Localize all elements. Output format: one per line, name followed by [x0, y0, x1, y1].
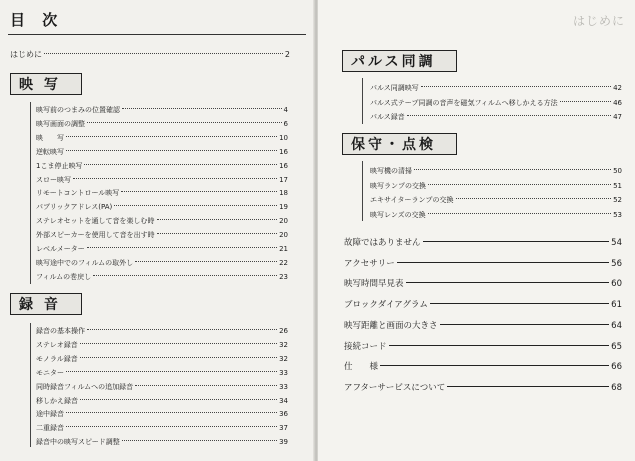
toc-entry[interactable] [370, 98, 622, 109]
toc-entry[interactable] [36, 188, 288, 199]
toc-entry-label: 映 写 [36, 133, 64, 142]
toc-entry-page: 39 [279, 438, 288, 447]
page-header-ghost: はじめに [572, 14, 625, 28]
toc-entry[interactable] [370, 112, 622, 123]
leader-dots [560, 101, 611, 102]
leader-dots [423, 241, 610, 242]
leader-dots [66, 412, 277, 413]
toc-entry-label: ステレオセットを通して音を楽しむ時 [36, 217, 155, 226]
toc-entry-label: 映写画面の調整 [36, 119, 85, 128]
toc-entry-label: アフターサービスについて [344, 382, 446, 393]
toc-entry-label: 故障ではありません [344, 238, 421, 248]
leader-dots [66, 136, 277, 137]
toc-entry-label: 映写レンズの交換 [370, 210, 426, 219]
toc-entry-page: 33 [279, 368, 288, 377]
toc-entry-label: パルス同調映写 [370, 84, 419, 92]
toc-entry-label: 逆転映写 [36, 147, 64, 156]
section-heading-eisha [10, 73, 82, 95]
toc-entry-page: 22 [279, 258, 288, 267]
toc-entry-label: 映写距離と画面の大きさ [344, 320, 438, 331]
toc-entry-label: モニター [36, 368, 64, 377]
leader-dots [121, 191, 277, 192]
toc-entry-page: 50 [613, 167, 622, 175]
toc-entry[interactable] [36, 340, 288, 351]
toc-entry[interactable] [344, 360, 622, 374]
section-heading-hoshu [342, 133, 457, 155]
leader-dots [87, 247, 277, 248]
toc-entry-page: 18 [279, 189, 288, 198]
title-rule [8, 34, 306, 35]
leader-dots [456, 198, 612, 199]
toc-entry[interactable] [344, 277, 622, 291]
toc-entry-label: 途中録音 [36, 410, 64, 419]
section-bracket-eisha [30, 102, 31, 284]
toc-entry[interactable] [370, 195, 622, 206]
toc-entry-page: 6 [283, 119, 288, 128]
toc-entry[interactable] [36, 409, 288, 420]
toc-entry-label: フィルムの巻戻し [36, 272, 92, 281]
toc-entry-page: 26 [279, 327, 288, 335]
right-page [318, 0, 635, 461]
toc-entry-page: 32 [279, 340, 288, 349]
leader-dots [93, 275, 277, 276]
toc-entry-label: 外部スピーカーを使用して音を出す時 [36, 231, 155, 240]
toc-entry-label: 二重録音 [36, 424, 64, 433]
leader-dots [421, 86, 611, 87]
toc-entry[interactable] [36, 396, 288, 407]
toc-entry-page: 54 [611, 238, 622, 248]
toc-entry[interactable] [36, 161, 288, 172]
toc-entry-page: 20 [279, 217, 288, 226]
toc-entry-page: 64 [611, 320, 622, 331]
toc-entry[interactable] [344, 298, 622, 312]
leader-dots [44, 53, 283, 54]
toc-entry[interactable] [36, 216, 288, 227]
toc-entry-page: 37 [279, 424, 288, 433]
toc-entry-page: 61 [611, 300, 622, 311]
toc-entry-page: 20 [279, 231, 288, 240]
toc-entry[interactable] [36, 368, 288, 379]
toc-entry-label: スロー映写 [36, 175, 71, 184]
toc-entry[interactable] [36, 258, 288, 269]
toc-entry-page: 47 [613, 113, 622, 121]
left-page [0, 0, 315, 461]
toc-entry[interactable] [344, 319, 622, 333]
toc-entry-page: 23 [279, 272, 288, 281]
toc-entry-page: 65 [611, 341, 622, 352]
leader-dots [428, 184, 611, 185]
toc-entry-page: 36 [279, 410, 288, 419]
toc-entry-page: 46 [613, 98, 622, 107]
leader-dots [122, 108, 282, 109]
leader-dots [157, 233, 277, 234]
toc-entry-label: はじめに [10, 50, 42, 59]
toc-entry[interactable] [36, 202, 288, 213]
leader-dots [80, 399, 277, 400]
leader-dots [114, 205, 277, 206]
toc-entry-page: 60 [611, 279, 622, 290]
leader-dots [87, 329, 277, 330]
toc-entry-label: 映写前のつまみの位置確認 [36, 106, 120, 114]
leader-dots [440, 324, 610, 325]
toc-entry[interactable] [36, 105, 288, 116]
leader-dots [66, 426, 277, 427]
toc-entry-label: 録音中の映写スピード調整 [36, 438, 120, 447]
section-bracket-rokuon [30, 323, 31, 447]
toc-entry-page: 52 [613, 196, 622, 204]
leader-dots [447, 386, 609, 387]
toc-entry-page: 56 [611, 258, 622, 269]
leader-dots [66, 371, 277, 372]
toc-entry[interactable] [36, 272, 288, 283]
toc-entry[interactable] [344, 340, 622, 354]
toc-entry-label: 移しかえ録音 [36, 396, 78, 405]
toc-entry[interactable] [344, 381, 622, 395]
leader-dots [407, 115, 611, 116]
leader-dots [80, 357, 277, 358]
leader-dots [397, 262, 609, 263]
leader-dots [80, 343, 277, 344]
toc-entry[interactable] [36, 175, 288, 186]
leader-dots [157, 219, 278, 220]
toc-entry[interactable] [36, 423, 288, 434]
toc-entry[interactable] [370, 83, 622, 94]
toc-entry-label: 映写機の清掃 [370, 167, 412, 175]
toc-entry-page: 33 [279, 382, 288, 391]
toc-entry[interactable] [36, 326, 288, 337]
section-bracket-hoshu [362, 161, 363, 221]
section-title: 録 音 [19, 297, 61, 313]
toc-entry-page: 42 [613, 84, 622, 92]
section-bracket-pulse [362, 78, 363, 124]
leader-dots [380, 365, 609, 366]
toc-entry[interactable] [36, 119, 288, 130]
leader-dots [73, 178, 277, 179]
toc-entry-page: 21 [279, 245, 288, 253]
toc-entry-label: モノラル録音 [36, 354, 78, 363]
toc-entry[interactable] [370, 181, 622, 192]
toc-entry-label: リモートコントロール映写 [36, 189, 120, 198]
leader-dots [84, 164, 277, 165]
toc-entry-page: 10 [279, 133, 288, 142]
toc-entry[interactable] [36, 382, 288, 393]
toc-entry-label: 映写時間早見表 [344, 279, 404, 290]
toc-entry-label: パルス録音 [370, 113, 405, 121]
toc-entry-label: レベルメーター [36, 245, 85, 253]
toc-entry-label: 映写ランプの交換 [370, 181, 426, 190]
section-heading-rokuon [10, 293, 82, 315]
toc-entry-label: パブリックアドレス(PA) [36, 203, 113, 212]
leader-dots [389, 345, 610, 346]
section-title: 保守・点検 [351, 137, 436, 153]
toc-entry-label: 録音の基本操作 [36, 327, 85, 335]
toc-entry-page: 4 [283, 106, 288, 114]
leader-dots [122, 440, 277, 441]
toc-entry[interactable] [344, 236, 622, 250]
leader-dots [135, 261, 277, 262]
toc-entry-page: 17 [279, 175, 288, 184]
leader-dots [87, 122, 282, 123]
toc-entry[interactable] [370, 210, 622, 221]
toc-entry-page: 16 [279, 161, 288, 170]
toc-entry-label: エキサイターランプの交換 [370, 196, 454, 204]
toc-entry[interactable] [36, 133, 288, 144]
leader-dots [414, 169, 611, 170]
toc-entry-page: 68 [611, 382, 622, 393]
leader-dots [406, 282, 610, 283]
toc-entry-label: アクセサリー [344, 258, 395, 269]
toc-entry[interactable] [344, 257, 622, 271]
toc-entry-page: 19 [279, 203, 288, 212]
toc-entry-page: 51 [613, 181, 622, 190]
toc-entry-label: ステレオ録音 [36, 340, 78, 349]
leader-dots [66, 150, 277, 151]
section-title: パルス同調 [351, 54, 436, 70]
toc-entry-label: ブロックダイアグラム [344, 300, 428, 311]
toc-entry-page: 32 [279, 354, 288, 363]
leader-dots [430, 303, 609, 304]
toc-entry-label: 同時録音フィルムへの追加録音 [36, 382, 134, 391]
toc-entry-page: 53 [613, 210, 622, 219]
toc-entry-page: 16 [279, 147, 288, 156]
toc-entry[interactable] [36, 147, 288, 158]
leader-dots [428, 213, 611, 214]
toc-entry[interactable] [36, 354, 288, 365]
toc-entry-label: 映写途中でのフィルムの取外し [36, 258, 134, 267]
toc-entry-label: 仕 様 [344, 362, 379, 373]
toc-entry-label: 接続コード [344, 341, 387, 352]
toc-entry-page: 66 [611, 362, 622, 373]
toc-entry[interactable] [36, 244, 288, 255]
toc-entry-page: 34 [279, 396, 288, 405]
leader-dots [135, 385, 277, 386]
toc-entry-label: 1こま停止映写 [36, 161, 83, 170]
toc-entry[interactable] [36, 437, 288, 448]
toc-title: 目 次 [10, 11, 64, 29]
toc-entry[interactable] [370, 166, 622, 177]
toc-entry[interactable] [36, 230, 288, 241]
toc-entry-page: 2 [284, 50, 290, 59]
section-heading-pulse [342, 50, 457, 72]
section-title: 映 写 [19, 77, 61, 93]
toc-entry-label: パルス式テープ同調の音声を磁気フィルムへ移しかえる方法 [370, 98, 558, 107]
toc-entry-intro[interactable] [10, 49, 290, 62]
